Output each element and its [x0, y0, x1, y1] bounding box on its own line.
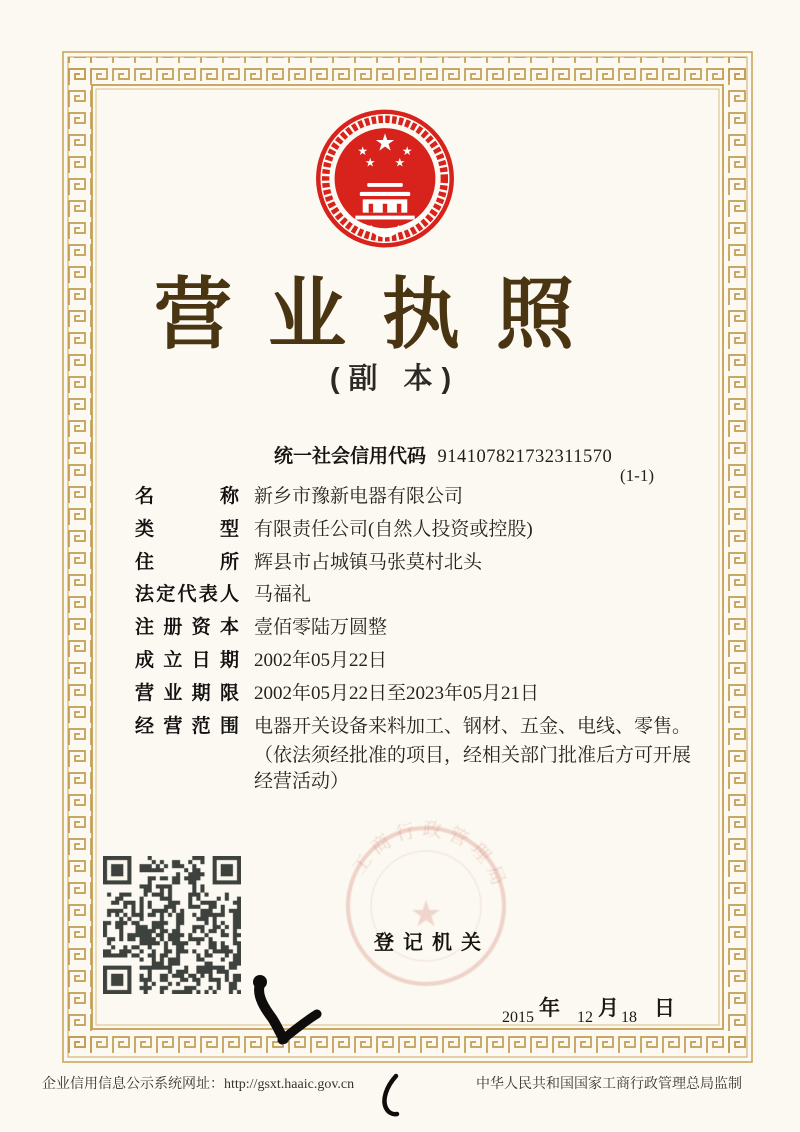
field-label: 经营范围 [135, 715, 239, 737]
scope-note: （依法须经批准的项目，经相关部门批准后方可开展经营活动） [254, 744, 692, 792]
official-seal-stamp [326, 806, 526, 1006]
field-value: 辉县市占城镇马张莫村北头 [254, 551, 483, 573]
qr-code [103, 856, 241, 994]
license-title: 营业执照 [153, 270, 610, 358]
field-value: 新乡市豫新电器有限公司 [254, 486, 464, 507]
field-value [254, 714, 692, 795]
svg-text:★: ★ [357, 143, 369, 158]
fields-list [135, 484, 715, 801]
issue-year: 2015 [502, 1009, 534, 1026]
field-row-capital [135, 615, 715, 641]
svg-text:★: ★ [394, 155, 406, 170]
credit-code-line [274, 441, 612, 468]
page-number: (1-1) [620, 466, 654, 485]
field-value: 2002年05月22日 [254, 649, 388, 671]
svg-text:★: ★ [364, 155, 376, 170]
field-row-type [135, 517, 715, 543]
field-row-name [135, 484, 715, 510]
svg-text:★: ★ [374, 128, 396, 157]
national-emblem [296, 108, 474, 258]
year-char: 年 [539, 997, 560, 1020]
field-row-establish-date [135, 648, 715, 674]
field-value: 马福礼 [254, 584, 312, 606]
license-subtitle: (副 本) [329, 363, 461, 395]
field-row-address [135, 550, 715, 576]
field-label: 法定代表人 [135, 584, 239, 606]
footer-public-system-url: 企业信用信息公示系统网址：http://gsxt.haaic.gov.cn [42, 1077, 355, 1092]
credit-code-label: 统一社会信用代码 [274, 446, 427, 467]
month-char: 月 [598, 997, 619, 1020]
field-label: 营业期限 [135, 682, 239, 704]
credit-code-value: 914107821732311570 [437, 447, 613, 467]
scope-text: 电器开关设备来料加工、钢材、五金、电线、零售。 [254, 715, 692, 737]
field-value: 有限责任公司(自然人投资或控股) [254, 518, 533, 540]
stamp-arc-text: 工商行政管理局 [348, 819, 511, 894]
issue-date [502, 992, 675, 1026]
field-label: 成立日期 [135, 649, 239, 671]
field-value: 2002年05月22日至2023年05月21日 [254, 682, 540, 704]
field-row-business-scope [135, 714, 715, 795]
field-row-legal-rep [135, 582, 715, 608]
issue-month: 12 [577, 1009, 593, 1026]
day-char: 日 [654, 997, 675, 1020]
footer-issuer: 中华人民共和国国家工商行政管理总局监制 [476, 1077, 742, 1092]
svg-text:★: ★ [401, 143, 413, 158]
field-label: 类型 [135, 518, 239, 540]
field-row-term [135, 681, 715, 707]
registrar-label: 登记机关 [374, 932, 490, 954]
field-label: 住所 [135, 551, 239, 573]
field-label: 注册资本 [135, 617, 239, 639]
field-label: 名称 [135, 486, 239, 507]
field-value: 壹佰零陆万圆整 [254, 617, 388, 639]
issue-day: 18 [621, 1009, 637, 1026]
stamp-star-icon: ★ [409, 893, 443, 934]
